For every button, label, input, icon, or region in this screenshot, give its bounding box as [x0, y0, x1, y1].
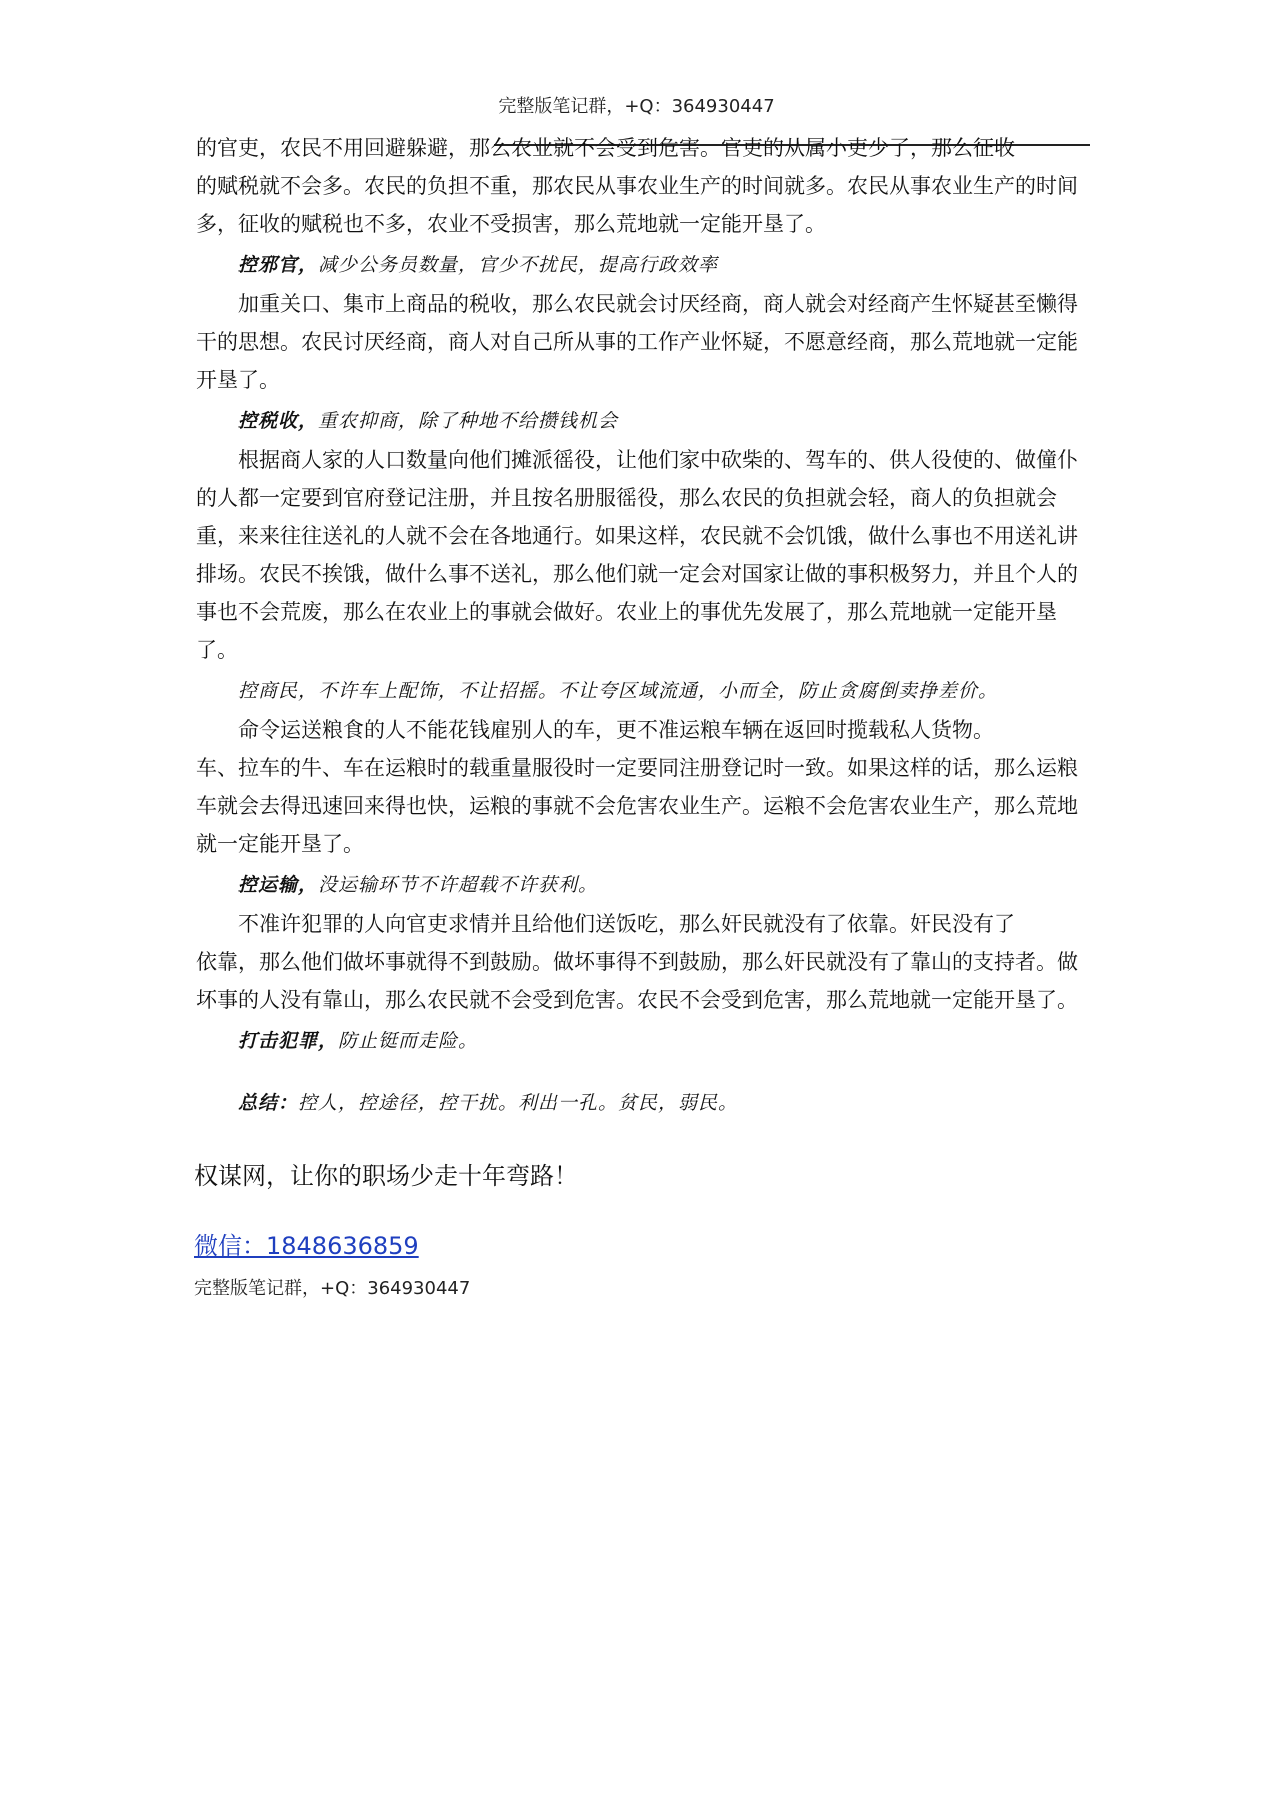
summary-heading: 总结：	[238, 1092, 299, 1114]
annotation-note	[196, 405, 1078, 437]
page-header: 完整版笔记群，+Q：364930447	[498, 96, 775, 117]
paragraph-text: 的赋税就不会多。农民的负担不重，那农民从事农业生产的时间就多。农民从事农业生产的时间多，征收的赋税也不多，农业不受损害，那么荒地就一定能开垦了。	[196, 174, 1078, 236]
clipped-line-text: 的官吏，农民不用回避躲避，那么农业就不会受到危害。官吏的从属小吏少了，那么征收	[196, 136, 1015, 160]
paragraph-continued	[196, 136, 1078, 243]
annotation-note	[196, 1025, 1078, 1057]
paragraph: 加重关口、集市上商品的税收，那么农民就会讨厌经商，商人就会对经商产生怀疑甚至懒得干的思想。农民讨厌经商，商人对自己所从事的工作产业怀疑，不愿意经商，那么荒地就一定能开垦了。	[196, 292, 1078, 392]
note-text: 防止铤而走险。	[338, 1030, 479, 1052]
note-text: 重农抑商，除了种地不给攒钱机会	[318, 410, 619, 432]
promo-text: 权谋网，让你的职场少走十年弯路！	[194, 1162, 578, 1190]
paragraph: 车、拉车的牛、车在运粮时的载重量服役时一定要同注册登记时一致。如果这样的话，那么运粮车就会去得迅速回来得也快，运粮的事就不会危害农业生产。运粮不会危害农业生产，那么荒地就一定能开垦了。	[196, 756, 1078, 856]
note-heading: 打击犯罪，	[238, 1030, 339, 1052]
paragraph: 命令运送粮食的人不能花钱雇别人的车，更不准运粮车辆在返回时揽载私人货物。	[238, 718, 994, 742]
annotation-note	[196, 249, 1078, 281]
paragraph: 不准许犯罪的人向官吏求情并且给他们送饭吃，那么奸民就没有了依靠。奸民没有了	[238, 912, 1015, 936]
qq-group-text: 完整版笔记群，+Q：364930447	[194, 1278, 471, 1299]
wechat-link[interactable]: 微信：1848636859	[194, 1232, 419, 1260]
note-text: 控商民，不许车上配饰，不让招摇。不让夸区域流通，小而全，防止贪腐倒卖挣差价。	[238, 680, 999, 702]
note-text: 没运输环节不许超载不许获利。	[318, 874, 599, 896]
annotation-note	[196, 675, 1078, 707]
note-heading: 控邪官，	[238, 254, 319, 276]
document-body	[196, 136, 1078, 1123]
annotation-note	[196, 869, 1078, 901]
note-heading: 控运输，	[238, 874, 319, 896]
summary-note	[196, 1087, 1078, 1119]
summary-text: 控人，控途径，控干扰。利出一孔。贫民，弱民。	[298, 1092, 739, 1114]
paragraph: 根据商人家的人口数量向他们摊派徭役，让他们家中砍柴的、驾车的、供人役使的、做僮仆的人都一定要到官府登记注册，并且按名册服徭役，那么农民的负担就会轻，商人的负担就会重，来来往往送礼的人就不会在各地通行。如果这样，农民就不会饥饿，做什么事也不用送礼讲排场。农民不挨饿，做什么事不送礼，那么他们就一定会对国家让做的事积极努力，并且个人的事也不会荒废，那么在农业上的事就会做好。农业上的事优先发展了，那么荒地就一定能开垦了。	[196, 448, 1078, 662]
note-text: 减少公务员数量，官少不扰民，提高行政效率	[318, 254, 719, 276]
paragraph: 依靠，那么他们做坏事就得不到鼓励。做坏事得不到鼓励，那么奸民就没有了靠山的支持者。做坏事的人没有靠山，那么农民就不会受到危害。农民不会受到危害，那么荒地就一定能开垦了。	[196, 950, 1078, 1012]
clipped-line	[196, 136, 1078, 167]
note-heading: 控税收，	[238, 410, 319, 432]
